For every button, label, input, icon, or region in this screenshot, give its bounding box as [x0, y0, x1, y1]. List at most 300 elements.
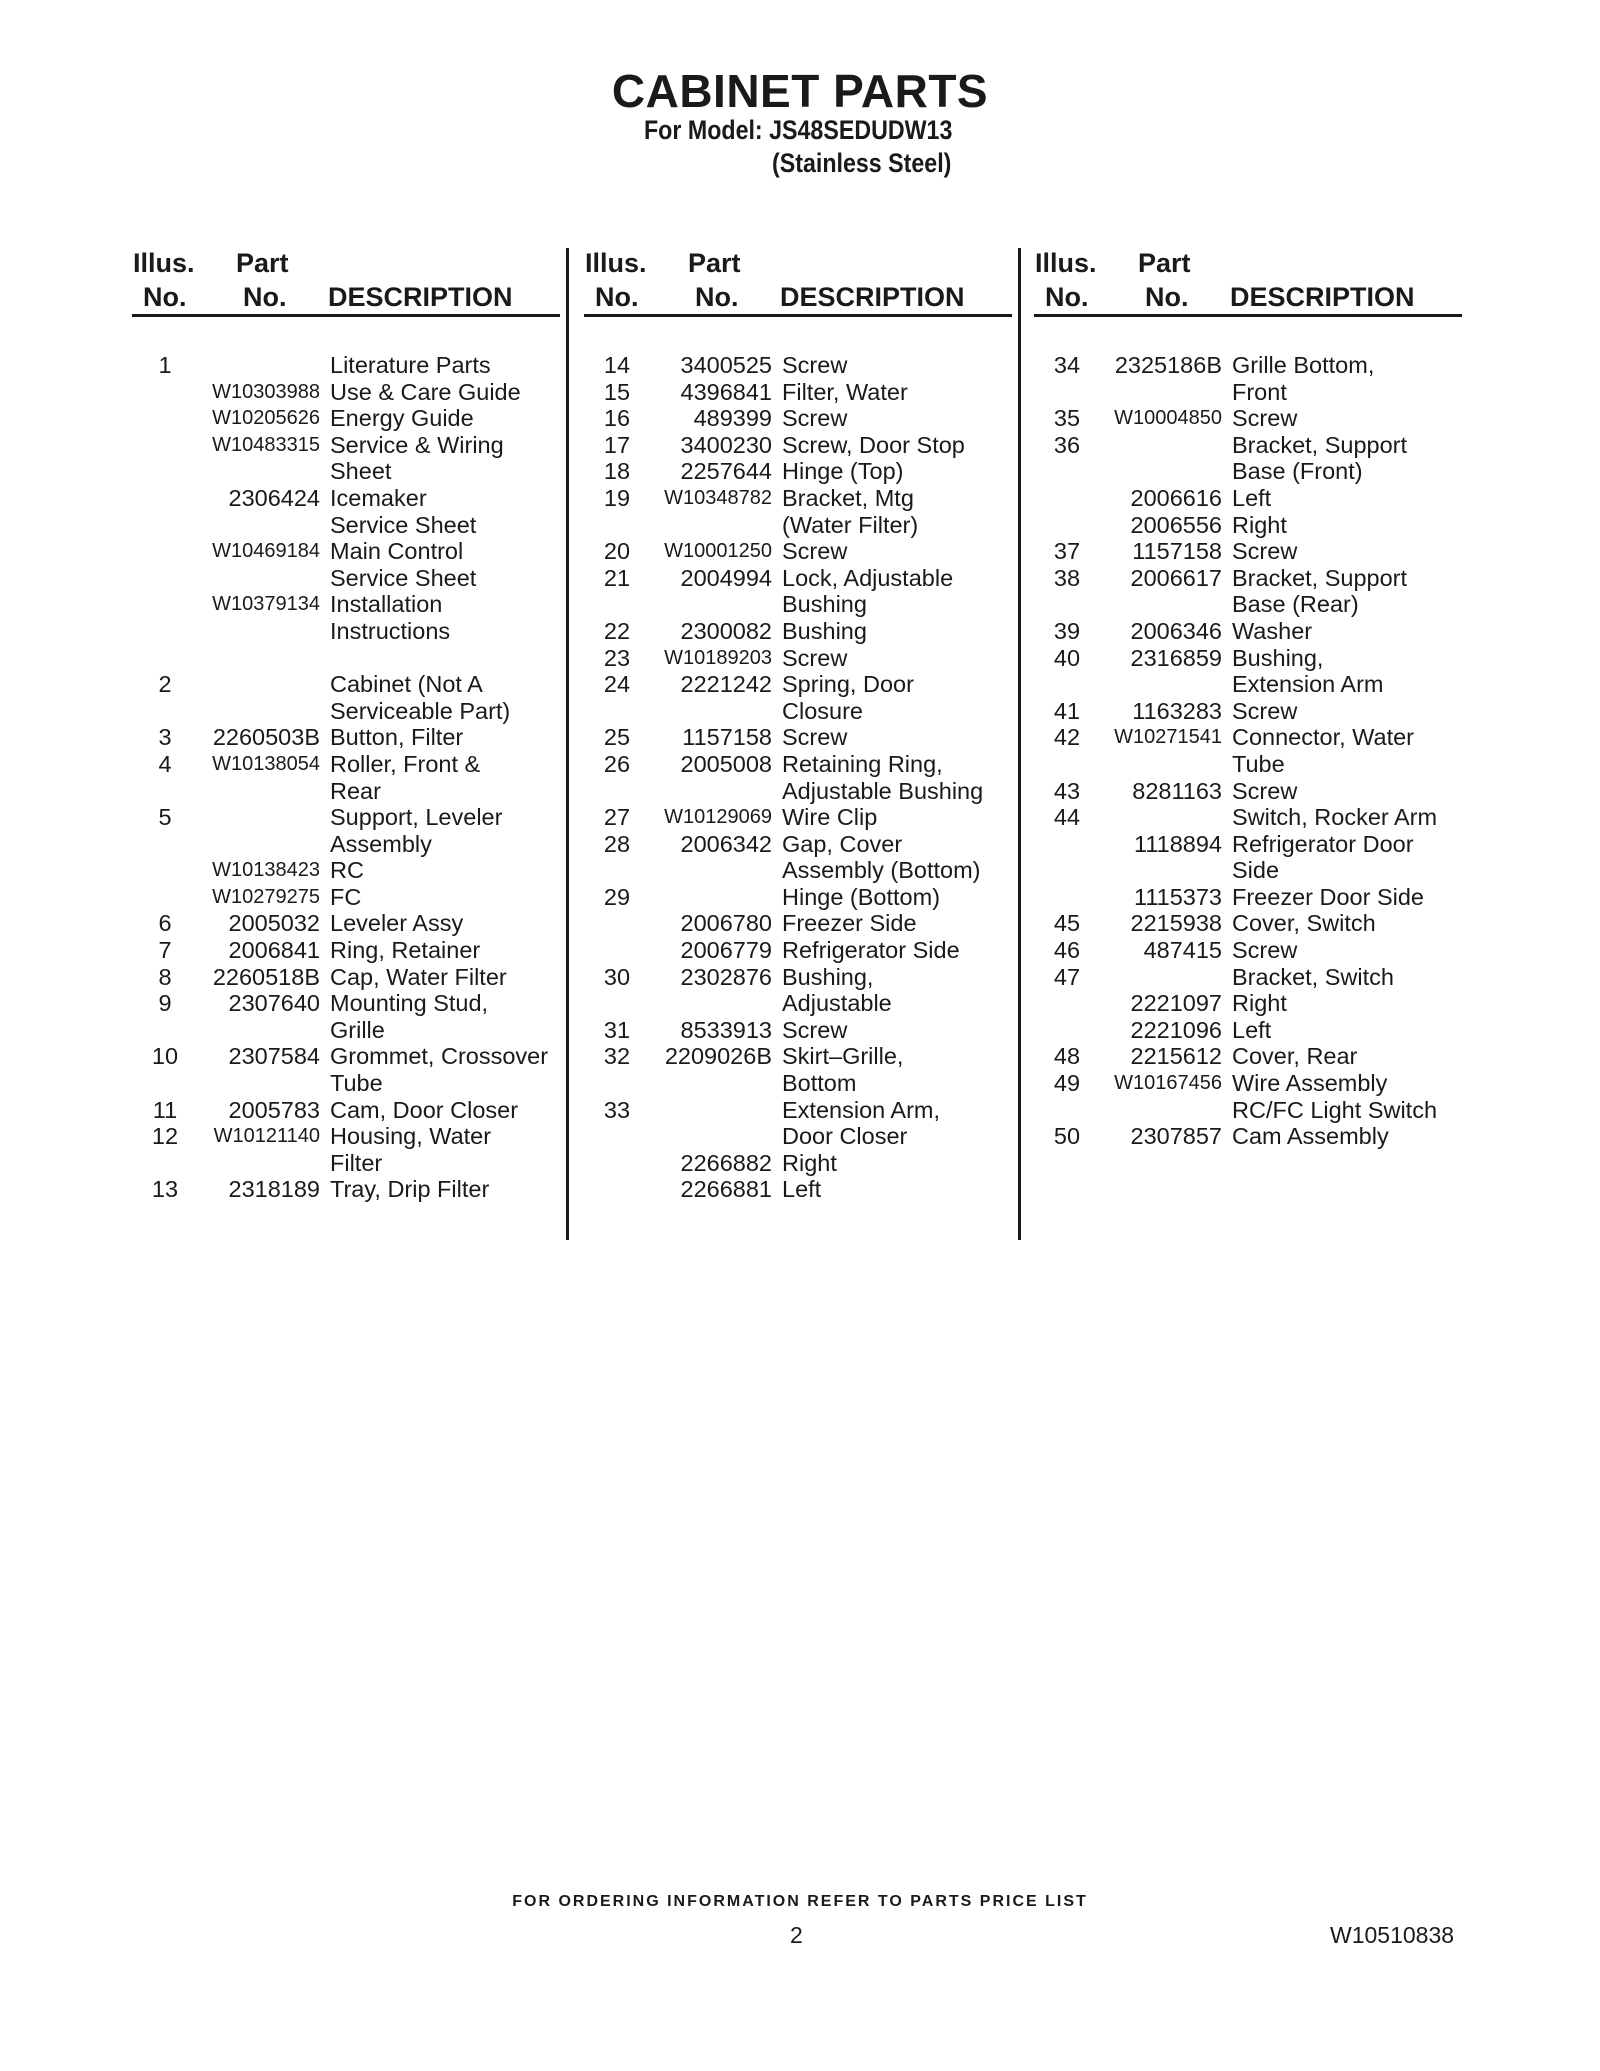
part-number: 2004994: [680, 564, 772, 591]
column-header: [584, 248, 1014, 316]
illus-number: 37: [1053, 538, 1081, 565]
parts-row: [584, 512, 1014, 539]
parts-row: [584, 1176, 1014, 1203]
part-description: (Water Filter): [782, 511, 919, 538]
part-number: 1157158: [1132, 538, 1222, 565]
part-number: 2005008: [680, 750, 772, 777]
parts-row: [1034, 512, 1464, 539]
illus-number: 4: [158, 750, 172, 777]
page-title: CABINET PARTS: [611, 65, 989, 117]
parts-row: [584, 1070, 1014, 1097]
illus-header-line2: No.: [595, 282, 639, 312]
illus-number: 1: [158, 352, 172, 378]
illus-number: 20: [603, 538, 631, 565]
part-description: Main Control: [330, 538, 464, 565]
part-number: 1115373: [1134, 883, 1222, 910]
part-description: Right: [1232, 511, 1287, 538]
part-description: Housing, Water: [330, 1123, 492, 1150]
parts-column-3: [1034, 248, 1464, 1150]
part-number: 2302876: [680, 963, 772, 990]
document-number: W10510838: [1330, 1922, 1455, 1948]
part-header-line1: Part: [1138, 248, 1191, 278]
part-description: Grille: [330, 1016, 385, 1043]
illus-number: 34: [1053, 352, 1081, 378]
illus-number: 23: [603, 644, 631, 671]
part-number: 489399: [693, 405, 772, 432]
parts-column-1: [132, 248, 562, 1203]
part-description: Extension Arm,: [782, 1096, 941, 1123]
part-number: 2221096: [1130, 1016, 1222, 1043]
part-description: Right: [1232, 990, 1287, 1017]
parts-list: [132, 352, 562, 1203]
illus-header-line1: Illus.: [133, 248, 195, 278]
parts-row: [1034, 964, 1464, 991]
illus-number: 18: [603, 458, 631, 485]
part-description: Adjustable Bushing: [782, 777, 984, 804]
parts-row: [584, 857, 1014, 884]
parts-row: [584, 964, 1014, 991]
parts-row: [584, 645, 1014, 672]
parts-row: [1034, 379, 1464, 406]
parts-row: [132, 352, 562, 379]
part-description: Bottom: [782, 1070, 857, 1097]
part-description: FC: [330, 883, 362, 910]
part-description: Screw: [782, 724, 848, 751]
parts-row: [1034, 405, 1464, 432]
part-number: W10271541: [1114, 726, 1222, 749]
illus-number: 38: [1053, 564, 1081, 591]
part-description: Closure: [782, 697, 863, 724]
part-number: 2260503B: [212, 724, 320, 751]
part-description: Assembly (Bottom): [782, 857, 981, 884]
part-number: 2318189: [228, 1176, 320, 1203]
part-number: 2221097: [1130, 990, 1222, 1017]
part-description: Screw: [1232, 937, 1298, 964]
parts-row: [584, 804, 1014, 831]
part-description: Adjustable: [782, 990, 892, 1017]
parts-row: [132, 1043, 562, 1070]
parts-row: [584, 910, 1014, 937]
parts-row: [132, 671, 562, 698]
parts-row: [132, 857, 562, 884]
illus-number: 16: [603, 405, 631, 432]
illus-number: 44: [1053, 804, 1081, 831]
part-number: 2325186B: [1114, 352, 1222, 378]
parts-row: [1034, 565, 1464, 592]
part-description: Refrigerator Door: [1232, 830, 1414, 857]
part-description: Left: [782, 1176, 822, 1203]
parts-row: [1034, 485, 1464, 512]
parts-row: [1034, 618, 1464, 645]
illus-number: 11: [152, 1096, 178, 1123]
part-description: Door Closer: [782, 1123, 908, 1150]
part-number: W10121140: [213, 1125, 320, 1148]
part-description: RC: [330, 857, 364, 884]
illus-number: 40: [1053, 644, 1081, 671]
parts-row: [132, 379, 562, 406]
part-description: Cap, Water Filter: [330, 963, 507, 990]
parts-row: [584, 831, 1014, 858]
parts-row: [584, 698, 1014, 725]
part-description: Cover, Switch: [1232, 910, 1376, 937]
part-description: Refrigerator Side: [782, 937, 960, 964]
part-description: Bracket, Support: [1232, 564, 1408, 591]
illus-number: 5: [158, 804, 172, 831]
parts-row: [1034, 778, 1464, 805]
part-description: Mounting Stud,: [330, 990, 489, 1017]
parts-row: [132, 618, 562, 645]
part-description: Icemaker: [330, 484, 427, 511]
illus-number: 24: [603, 671, 631, 698]
illus-number: 6: [158, 910, 172, 937]
parts-row: [132, 910, 562, 937]
part-number: 2215612: [1130, 1043, 1222, 1070]
part-header-line2: No.: [1145, 282, 1189, 312]
illus-header-line2: No.: [143, 282, 187, 312]
part-description: Button, Filter: [330, 724, 464, 751]
parts-row: [584, 538, 1014, 565]
header-rule: [132, 314, 560, 317]
part-description: Hinge (Top): [782, 458, 904, 485]
part-description: Filter: [330, 1149, 383, 1176]
part-description: RC/FC Light Switch: [1232, 1096, 1438, 1123]
parts-row: [132, 1097, 562, 1124]
header-rule: [584, 314, 1012, 317]
parts-row: [584, 591, 1014, 618]
parts-row: [1034, 724, 1464, 751]
model-variant: (Stainless Steel): [772, 148, 952, 178]
part-description: Bracket, Mtg: [782, 484, 914, 511]
part-number: 2005783: [228, 1096, 320, 1123]
parts-row: [132, 1070, 562, 1097]
parts-row: [1034, 831, 1464, 858]
illus-number: 42: [1053, 724, 1081, 751]
header-rule: [1034, 314, 1462, 317]
parts-row: [584, 1150, 1014, 1177]
part-description: Serviceable Part): [330, 697, 511, 724]
parts-row: [1034, 910, 1464, 937]
part-description: Wire Assembly: [1232, 1070, 1388, 1097]
parts-row: [584, 405, 1014, 432]
part-description: Spring, Door: [782, 671, 914, 698]
part-description: Skirt–Grille,: [782, 1043, 904, 1070]
illus-number: 29: [603, 883, 631, 910]
parts-row: [584, 937, 1014, 964]
part-header-line2: No.: [695, 282, 739, 312]
parts-row: [132, 432, 562, 459]
part-description: Tube: [1232, 750, 1285, 777]
part-description: Screw: [1232, 697, 1298, 724]
part-description: Freezer Door Side: [1232, 883, 1424, 910]
parts-row: [584, 485, 1014, 512]
parts-row: [132, 990, 562, 1017]
part-number: 2215938: [1130, 910, 1222, 937]
parts-row: [584, 1123, 1014, 1150]
illus-number: 32: [603, 1043, 631, 1070]
ordering-note: FOR ORDERING INFORMATION REFER TO PARTS PRICE LIST: [512, 1893, 1088, 1910]
parts-row: [1034, 937, 1464, 964]
part-number: W10279275: [212, 885, 320, 908]
illus-number: 47: [1053, 963, 1081, 990]
part-number: 2006779: [680, 937, 772, 964]
parts-row: [132, 964, 562, 991]
parts-list: [584, 352, 1014, 1203]
part-number: 2266881: [680, 1176, 772, 1203]
parts-row: [132, 751, 562, 778]
description-header: DESCRIPTION: [1230, 282, 1415, 312]
illus-number: 12: [151, 1123, 179, 1150]
part-number: 2257644: [680, 458, 772, 485]
part-description: Hinge (Bottom): [782, 883, 941, 910]
parts-row: [584, 724, 1014, 751]
column-header: [132, 248, 562, 316]
part-description: Tray, Drip Filter: [330, 1176, 490, 1203]
parts-row: [1034, 1043, 1464, 1070]
illus-number: 8: [158, 963, 172, 990]
parts-row: [1034, 751, 1464, 778]
illus-number: 39: [1053, 617, 1081, 644]
parts-row: [132, 405, 562, 432]
parts-row: [584, 671, 1014, 698]
part-description: Bracket, Switch: [1232, 963, 1394, 990]
part-number: 2316859: [1130, 644, 1222, 671]
parts-row: [584, 458, 1014, 485]
part-number: 2006780: [680, 910, 772, 937]
illus-number: 9: [158, 990, 172, 1017]
part-description: Screw, Door Stop: [782, 431, 965, 458]
description-header: DESCRIPTION: [328, 282, 513, 312]
parts-row: [132, 778, 562, 805]
parts-row: [132, 591, 562, 618]
part-number: 8533913: [680, 1016, 772, 1043]
part-description: Screw: [782, 352, 848, 378]
parts-row: [1034, 671, 1464, 698]
illus-number: 17: [603, 431, 631, 458]
part-description: Cover, Rear: [1232, 1043, 1358, 1070]
part-number: W10167456: [1114, 1072, 1222, 1095]
parts-row: [584, 432, 1014, 459]
part-description: Service Sheet: [330, 564, 477, 591]
parts-row: [1034, 804, 1464, 831]
part-number: 2006617: [1130, 564, 1222, 591]
part-description: Right: [782, 1149, 837, 1176]
illus-number: 35: [1053, 405, 1081, 432]
part-number: 2266882: [680, 1149, 772, 1176]
part-number: W10004850: [1114, 407, 1222, 430]
parts-row: [1034, 538, 1464, 565]
parts-row: [584, 352, 1014, 379]
part-description: Base (Front): [1232, 458, 1363, 485]
illus-number: 15: [603, 378, 631, 405]
parts-row: [132, 645, 562, 672]
column-header: [1034, 248, 1464, 316]
part-description: Sheet: [330, 458, 392, 485]
illus-number: 46: [1053, 937, 1081, 964]
illus-number: 43: [1053, 777, 1081, 804]
part-description: Leveler Assy: [330, 910, 464, 937]
parts-row: [132, 458, 562, 485]
parts-row: [584, 1097, 1014, 1124]
part-description: Base (Rear): [1232, 591, 1359, 618]
part-number: 2260518B: [212, 963, 320, 990]
part-description: Cam, Door Closer: [330, 1096, 519, 1123]
illus-number: 33: [603, 1096, 631, 1123]
part-description: Gap, Cover: [782, 830, 903, 857]
part-number: 2307584: [228, 1043, 320, 1070]
illus-number: 49: [1053, 1070, 1081, 1097]
parts-row: [1034, 645, 1464, 672]
parts-row: [584, 379, 1014, 406]
illus-number: 45: [1053, 910, 1081, 937]
parts-row: [584, 884, 1014, 911]
part-number: 2307857: [1130, 1123, 1222, 1150]
part-description: Ring, Retainer: [330, 937, 481, 964]
parts-row: [132, 485, 562, 512]
part-description: Wire Clip: [782, 804, 878, 831]
parts-row: [132, 512, 562, 539]
part-number: 2307640: [228, 990, 320, 1017]
parts-row: [132, 884, 562, 911]
part-number: W10138423: [212, 859, 320, 882]
part-number: 2300082: [680, 617, 772, 644]
page-number: 2: [790, 1922, 803, 1948]
part-number: 2006841: [228, 937, 320, 964]
parts-row: [1034, 1017, 1464, 1044]
part-description: Cabinet (Not A: [330, 671, 483, 698]
part-number: W10205626: [212, 407, 320, 430]
illus-number: 14: [603, 352, 631, 378]
part-description: Cam Assembly: [1232, 1123, 1389, 1150]
part-description: Retaining Ring,: [782, 750, 943, 777]
part-description: Bracket, Support: [1232, 431, 1408, 458]
part-number: W10138054: [212, 752, 320, 775]
parts-row: [132, 698, 562, 725]
parts-row: [132, 1150, 562, 1177]
part-number: 2209026B: [664, 1043, 772, 1070]
parts-row: [132, 1123, 562, 1150]
part-header-line1: Part: [688, 248, 741, 278]
part-description: Washer: [1232, 617, 1313, 644]
parts-row: [132, 831, 562, 858]
part-description: Front: [1232, 378, 1287, 405]
illus-number: 36: [1053, 431, 1081, 458]
illus-number: 2: [158, 671, 172, 698]
parts-row: [1034, 458, 1464, 485]
illus-number: 48: [1053, 1043, 1081, 1070]
parts-row: [584, 618, 1014, 645]
parts-row: [1034, 990, 1464, 1017]
parts-row: [1034, 698, 1464, 725]
column-divider: [566, 248, 569, 1240]
parts-row: [1034, 884, 1464, 911]
part-number: W10483315: [212, 433, 320, 456]
part-description: Side: [1232, 857, 1280, 884]
part-description: Extension Arm: [1232, 671, 1384, 698]
parts-row: [584, 565, 1014, 592]
part-number: 1163283: [1132, 697, 1222, 724]
part-description: Service & Wiring: [330, 431, 504, 458]
part-number: W10379134: [212, 593, 320, 616]
part-number: 2221242: [680, 671, 772, 698]
part-description: Rear: [330, 777, 381, 804]
part-number: 1118894: [1134, 830, 1222, 857]
part-number: 4396841: [680, 378, 772, 405]
part-description: Grommet, Crossover: [330, 1043, 549, 1070]
part-description: Screw: [1232, 405, 1298, 432]
part-description: Assembly: [330, 830, 432, 857]
part-description: Connector, Water: [1232, 724, 1414, 751]
illus-number: 27: [603, 804, 631, 831]
part-description: Instructions: [330, 617, 451, 644]
parts-row: [132, 724, 562, 751]
parts-row: [1034, 857, 1464, 884]
illus-header-line2: No.: [1045, 282, 1089, 312]
part-description: Filter, Water: [782, 378, 908, 405]
part-number: W10303988: [212, 380, 320, 403]
illus-number: 13: [151, 1176, 179, 1203]
part-number: W10469184: [212, 540, 320, 563]
illus-number: 30: [603, 963, 631, 990]
part-description: Screw: [1232, 538, 1298, 565]
part-description: Lock, Adjustable: [782, 564, 954, 591]
part-description: Bushing: [782, 591, 867, 618]
part-number: 487415: [1143, 937, 1222, 964]
part-number: 3400230: [680, 431, 772, 458]
part-number: W10129069: [664, 806, 772, 829]
column-divider: [1018, 248, 1021, 1240]
parts-column-2: [584, 248, 1014, 1203]
illus-number: 22: [603, 617, 631, 644]
parts-row: [1034, 432, 1464, 459]
illus-number: 28: [603, 830, 631, 857]
part-description: Service Sheet: [330, 511, 477, 538]
illus-number: 10: [151, 1043, 179, 1070]
illus-number: 31: [603, 1016, 631, 1043]
parts-row: [132, 804, 562, 831]
part-number: 2005032: [228, 910, 320, 937]
illus-number: 26: [603, 750, 631, 777]
illus-number: 21: [603, 564, 631, 591]
part-number: 2006556: [1130, 511, 1222, 538]
part-description: Installation: [330, 591, 443, 618]
parts-row: [584, 751, 1014, 778]
part-number: 2006342: [680, 830, 772, 857]
part-description: Left: [1232, 484, 1272, 511]
parts-row: [1034, 352, 1464, 379]
illus-number: 3: [158, 724, 172, 751]
illus-header-line1: Illus.: [585, 248, 647, 278]
parts-row: [584, 990, 1014, 1017]
part-description: Left: [1232, 1016, 1272, 1043]
parts-row: [584, 778, 1014, 805]
part-description: Support, Leveler: [330, 804, 503, 831]
part-description: Screw: [1232, 777, 1298, 804]
part-description: Screw: [782, 1016, 848, 1043]
part-description: Roller, Front &: [330, 750, 481, 777]
part-description: Use & Care Guide: [330, 378, 521, 405]
part-number: 8281163: [1132, 777, 1222, 804]
part-description: Literature Parts: [330, 352, 491, 378]
part-number: W10189203: [664, 646, 772, 669]
part-description: Energy Guide: [330, 405, 474, 432]
parts-row: [1034, 1070, 1464, 1097]
parts-row: [132, 1176, 562, 1203]
parts-row: [1034, 1097, 1464, 1124]
part-description: Bushing,: [782, 963, 874, 990]
illus-number: 50: [1053, 1123, 1081, 1150]
part-description: Screw: [782, 644, 848, 671]
part-number: 2006346: [1130, 617, 1222, 644]
